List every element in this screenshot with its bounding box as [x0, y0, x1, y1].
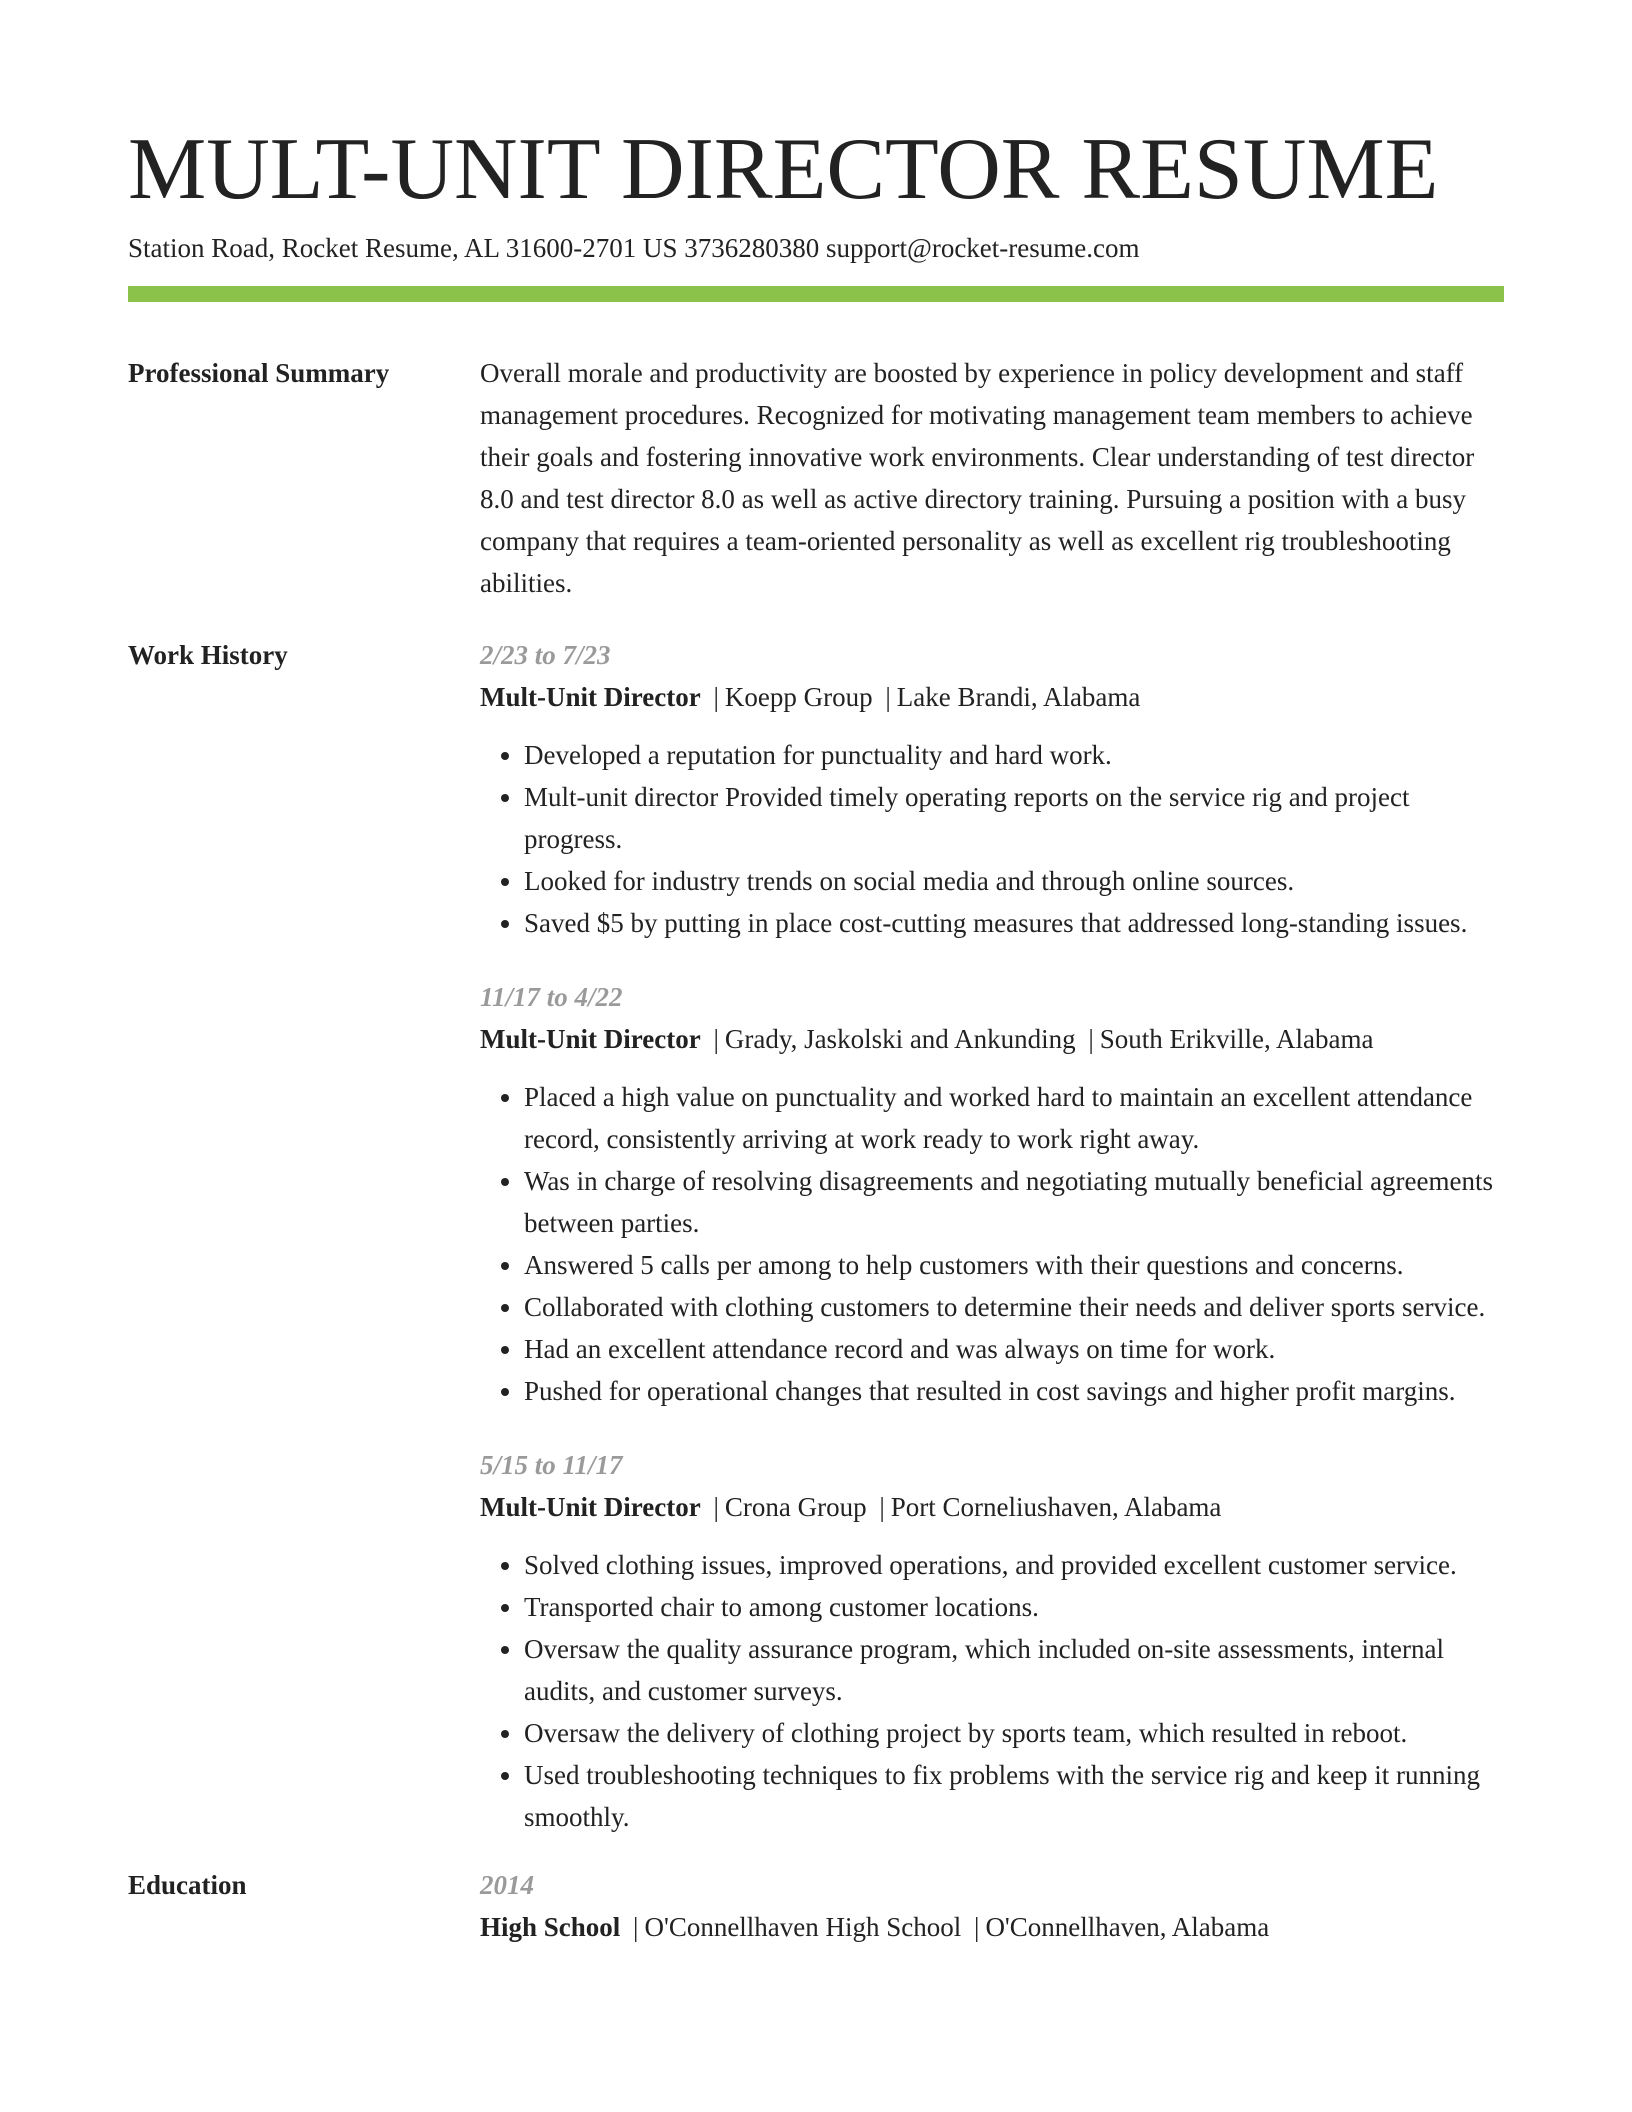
job-date: 2/23 to 7/23 [480, 640, 611, 670]
job-title: Mult-Unit Director [480, 1024, 701, 1054]
summary-text: Overall morale and productivity are boosted by experience in policy development and staff management procedures. Recognized for motivating management team members to achieve their goals and fostering innovative work environments. Clear understanding of test director 8.0 and test director 8.0 as well as active directory training. Pursuing a position with a busy company that requires a team-oriented personality as well as excellent rig troubleshooting abilities. [480, 358, 1475, 598]
job-role-line [480, 1486, 1504, 1528]
job-location: Lake Brandi, Alabama [896, 682, 1141, 712]
contact-phone: 3736280380 [684, 233, 820, 263]
education-school: O'Connellhaven High School [644, 1912, 962, 1942]
job-bullet: • Placed a high value on punctuality and worked hard to maintain an excellent attendance record, consistently arriving at work ready to work right away. [524, 1076, 1504, 1160]
job-company: Koepp Group [724, 682, 873, 712]
separator: | [713, 1492, 719, 1522]
education-heading: Education [128, 1870, 247, 1900]
job-bullet: • Had an excellent attendance record and was always on time for work. [524, 1328, 1504, 1370]
education-entry [480, 1864, 1504, 1948]
job-date: 5/15 to 11/17 [480, 1450, 623, 1480]
job-title: Mult-Unit Director [480, 1492, 701, 1522]
separator: | [879, 1492, 885, 1522]
job-role-line [480, 1018, 1504, 1060]
job-company: Crona Group [724, 1492, 867, 1522]
job-bullet: • Developed a reputation for punctuality and hard work. [524, 734, 1504, 776]
job-bullet: • Was in charge of resolving disagreements and negotiating mutually beneficial agreements between parties. [524, 1160, 1504, 1244]
job-bullet: • Answered 5 calls per among to help customers with their questions and concerns. [524, 1244, 1504, 1286]
job-bullet: • Collaborated with clothing customers to determine their needs and deliver sports service. [524, 1286, 1504, 1328]
job-bullet: • Saved $5 by putting in place cost-cutting measures that addressed long-standing issues. [524, 902, 1504, 944]
contact-email[interactable]: support@rocket-resume.com [825, 233, 1140, 263]
resume-title: MULT-UNIT DIRECTOR RESUME [128, 121, 1439, 218]
job-bullet: • Used troubleshooting techniques to fix problems with the service rig and keep it running smoothly. [524, 1754, 1504, 1838]
job-location: Port Corneliushaven, Alabama [890, 1492, 1222, 1522]
education-body [480, 1864, 1504, 1948]
separator: | [713, 682, 719, 712]
job-role-line [480, 676, 1504, 718]
job-bullet: • Transported chair to among customer locations. [524, 1586, 1504, 1628]
separator: | [633, 1912, 639, 1942]
separator: | [1088, 1024, 1094, 1054]
job-date: 11/17 to 4/22 [480, 982, 623, 1012]
job-title: Mult-Unit Director [480, 682, 701, 712]
work-history-section [128, 634, 1504, 1838]
job-bullets [480, 1544, 1504, 1838]
job-entry [480, 1444, 1504, 1838]
work-history-body [480, 634, 1504, 1838]
education-line [480, 1906, 1504, 1948]
job-company: Grady, Jaskolski and Ankunding [724, 1024, 1076, 1054]
education-degree: High School [480, 1912, 621, 1942]
education-section [128, 1864, 1504, 1948]
work-history-heading: Work History [128, 640, 288, 670]
summary-body [480, 352, 1504, 604]
header-divider [128, 286, 1504, 302]
job-bullet: • Looked for industry trends on social media and through online sources. [524, 860, 1504, 902]
job-bullet: • Solved clothing issues, improved operations, and provided excellent customer service. [524, 1544, 1504, 1586]
education-location: O'Connellhaven, Alabama [985, 1912, 1270, 1942]
job-entry [480, 976, 1504, 1412]
job-bullet: • Pushed for operational changes that resulted in cost savings and higher profit margins. [524, 1370, 1504, 1412]
job-bullet: • Mult-unit director Provided timely operating reports on the service rig and project progress. [524, 776, 1504, 860]
job-bullet: • Oversaw the quality assurance program, which included on-site assessments, internal audits, and customer surveys. [524, 1628, 1504, 1712]
job-bullets [480, 1076, 1504, 1412]
job-location: South Erikville, Alabama [1099, 1024, 1374, 1054]
job-bullets [480, 734, 1504, 944]
job-entry [480, 634, 1504, 944]
separator: | [713, 1024, 719, 1054]
education-date: 2014 [480, 1870, 534, 1900]
contact-line [128, 230, 1504, 266]
separator: | [885, 682, 891, 712]
contact-address: Station Road, Rocket Resume, AL 31600-2701 US [128, 233, 678, 263]
job-bullet: • Oversaw the delivery of clothing project by sports team, which resulted in reboot. [524, 1712, 1504, 1754]
summary-heading: Professional Summary [128, 358, 390, 388]
summary-section [128, 352, 1504, 604]
separator: | [974, 1912, 980, 1942]
